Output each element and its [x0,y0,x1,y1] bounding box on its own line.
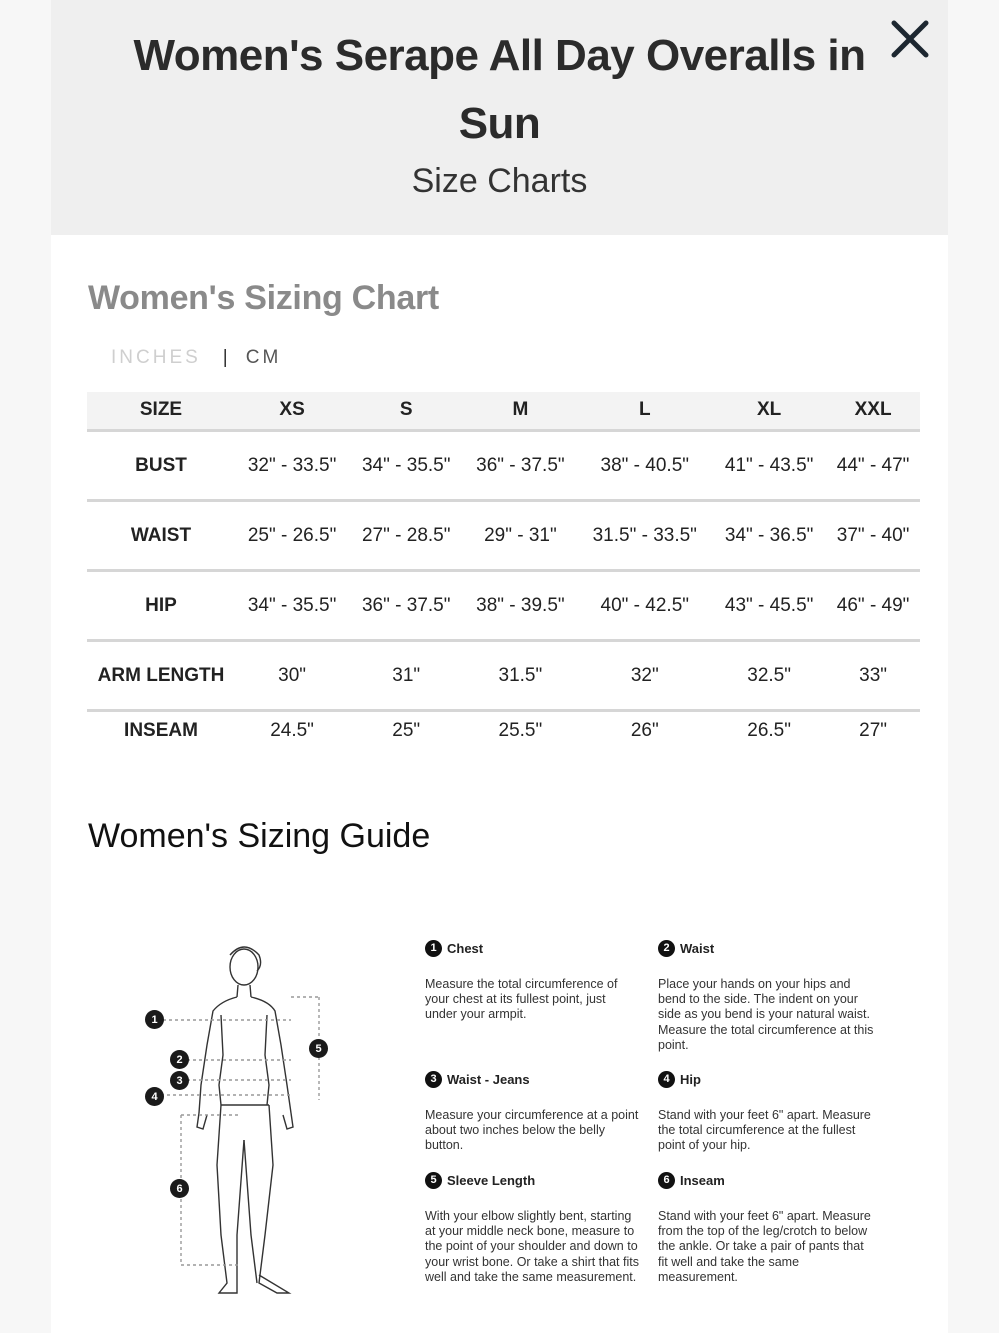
step-title: Waist - Jeans [447,1071,530,1087]
step-title: Inseam [680,1172,725,1188]
step-text: Measure the total circumference of your chest at its fullest point, just under your armpit. [425,977,618,1022]
step-number-icon: 6 [658,1172,675,1189]
body-figure-illustration [141,935,331,1305]
guide-step-waist-jeans [425,1071,641,1154]
row-label: ARM LENGTH [87,640,235,710]
product-title: Women's Serape All Day Overalls in Sun [133,31,866,148]
marker-3-icon: 3 [170,1071,189,1090]
unit-toggle [111,347,281,369]
table-row [87,430,920,500]
column-header: S [349,392,463,430]
table-cell: 32" - 33.5" [235,430,349,500]
guide-step-chest [425,940,641,1023]
table-cell: 34" - 35.5" [235,570,349,640]
marker-1-icon: 1 [145,1010,164,1029]
column-header: M [463,392,577,430]
step-text: Place your hands on your hips and bend to the side. The indent on your side as you bend is your natural waist. Measure the total circumference at this point. [658,977,874,1052]
step-number-icon: 4 [658,1071,675,1088]
step-number-icon: 3 [425,1071,442,1088]
marker-5-icon: 5 [309,1039,328,1058]
table-cell: 33" [826,640,920,710]
table-row [87,640,920,710]
table-cell: 34" - 36.5" [712,500,826,570]
table-row [87,500,920,570]
table-row [87,710,920,750]
row-label: WAIST [87,500,235,570]
row-label: BUST [87,430,235,500]
column-header: L [577,392,712,430]
table-cell: 31.5" - 33.5" [577,500,712,570]
step-text: Measure your circumference at a point about two inches below the belly button. [425,1108,639,1153]
table-cell: 24.5" [270,720,314,742]
modal-subtitle: Size Charts [411,162,588,200]
sizing-chart-heading: Women's Sizing Chart [88,279,439,317]
size-table [87,392,920,750]
column-header: XXL [826,392,920,430]
table-cell: 38" - 39.5" [463,570,577,640]
step-number-icon: 2 [658,940,675,957]
step-title: Hip [680,1071,701,1087]
sizing-guide-heading: Women's Sizing Guide [88,817,431,855]
table-cell: 32.5" [712,640,826,710]
guide-step-inseam [658,1172,874,1285]
table-cell: 25.5" [498,720,543,742]
step-title: Waist [680,940,715,956]
unit-cm-option[interactable]: CM [245,347,282,368]
table-cell: 36" - 37.5" [463,430,577,500]
unit-inches-option[interactable]: INCHES [111,347,201,368]
table-cell: 36" - 37.5" [349,570,463,640]
step-number-icon: 1 [425,940,442,957]
table-cell: 34" - 35.5" [349,430,463,500]
table-cell: 41" - 43.5" [712,430,826,500]
step-title: Sleeve Length [447,1172,536,1188]
step-text: Stand with your feet 6" apart. Measure from the top of the leg/crotch to below the ankle. Or take a pair of pants that fit well and take the same measurement. [658,1209,871,1284]
table-cell: 30" [235,640,349,710]
row-label: INSEAM [124,720,198,742]
table-cell: 27" - 28.5" [349,500,463,570]
step-number-icon: 5 [425,1172,442,1189]
guide-step-sleeve-length [425,1172,641,1285]
size-chart-panel [51,235,948,1333]
guide-step-waist [658,940,874,1053]
table-cell: 38" - 40.5" [577,430,712,500]
column-header: XL [712,392,826,430]
close-icon[interactable] [883,14,935,66]
table-row [87,570,920,640]
table-cell: 29" - 31" [463,500,577,570]
table-cell: 31" [349,640,463,710]
marker-4-icon: 4 [145,1087,164,1106]
table-cell: 37" - 40" [826,500,920,570]
guide-step-hip [658,1071,874,1154]
modal-header [51,0,948,235]
step-text: With your elbow slightly bent, starting at your middle neck bone, measure to the point of your shoulder and down to your wrist bone. Or take a shirt that fits well and take the same measurement. [425,1209,639,1284]
table-cell: 46" - 49" [826,570,920,640]
table-cell: 25" [392,720,421,742]
table-header-row [87,392,920,430]
table-cell: 31.5" [463,640,577,710]
table-cell: 43" - 45.5" [712,570,826,640]
marker-6-icon: 6 [170,1179,189,1198]
row-label: HIP [87,570,235,640]
column-header: SIZE [87,392,235,430]
table-cell: 25" - 26.5" [235,500,349,570]
column-header: XS [235,392,349,430]
table-cell: 44" - 47" [826,430,920,500]
table-cell: 27" [859,720,888,742]
unit-separator: | [222,347,228,368]
step-title: Chest [447,940,484,956]
marker-2-icon: 2 [170,1050,189,1069]
table-cell: 26" [630,720,659,742]
step-text: Stand with your feet 6" apart. Measure the total circumference at the fullest point of your hip. [658,1108,871,1153]
table-cell: 32" [577,640,712,710]
table-cell: 26.5" [747,720,791,742]
table-cell: 40" - 42.5" [577,570,712,640]
